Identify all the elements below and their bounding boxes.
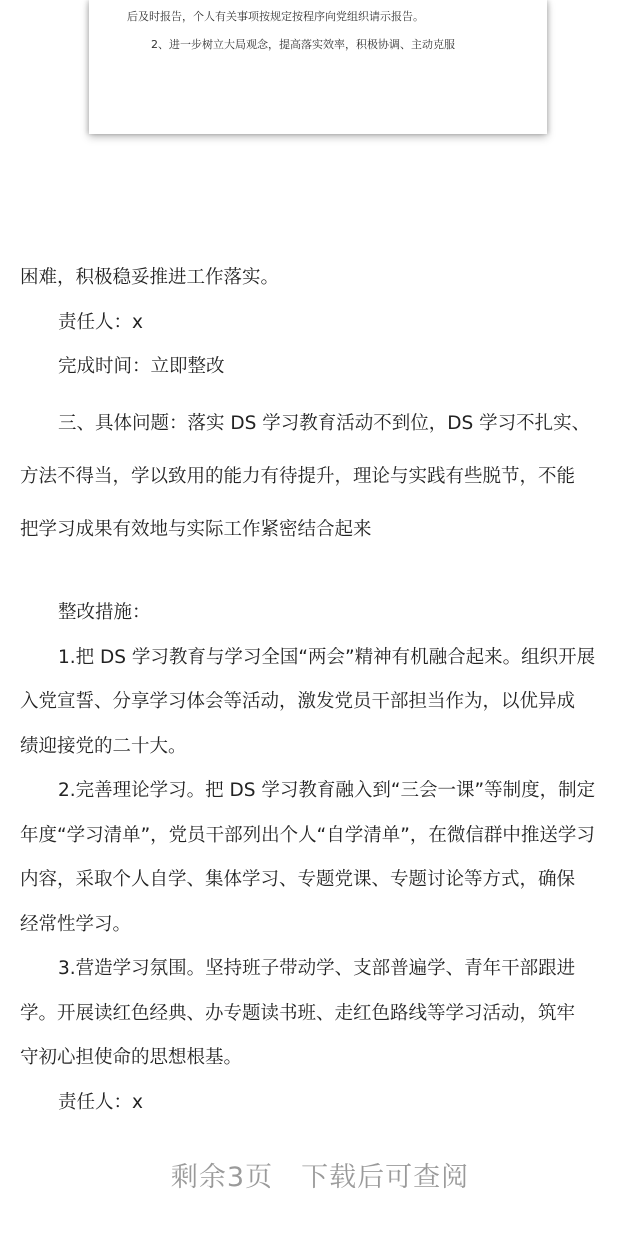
read-more-banner[interactable] <box>0 1155 640 1194</box>
paragraph-line: 困难，积极稳妥推进工作落实。 <box>20 267 280 288</box>
paragraph-line: 守初心担使命的思想根基。 <box>20 1047 243 1068</box>
download-hint-label: 下载后可查阅 <box>301 1162 470 1193</box>
paragraph-line: 绩迎接党的二十大。 <box>20 736 187 757</box>
paragraph-line: 方法不得当，学以致用的能力有待提升，理论与实践有些脱节，不能 <box>20 466 576 487</box>
paragraph-line: 2.完善理论学习。把 DS 学习教育融入到“三会一课”等制度，制定 <box>58 780 596 801</box>
paragraph-line: 学。开展读红色经典、办专题读书班、走红色路线等学习活动，筑牢 <box>20 1003 576 1024</box>
preview-text-line: 后及时报告，个人有关事项按规定按程序向党组织请示报告。 <box>127 10 424 23</box>
responsible-person: 责任人：x <box>58 1092 143 1113</box>
paragraph-line: 内容，采取个人自学、集体学习、专题党课、专题讨论等方式，确保 <box>20 869 576 890</box>
completion-time: 完成时间：立即整改 <box>58 356 225 377</box>
remaining-pages-label: 剩余3页 <box>170 1162 274 1193</box>
measures-heading: 整改措施： <box>58 602 151 623</box>
responsible-person: 责任人：x <box>58 312 143 333</box>
paragraph-line: 入党宣誓、分享学习体会等活动，激发党员干部担当作为，以优异成 <box>20 691 576 712</box>
paragraph-line: 1.把 DS 学习教育与学习全国“两会”精神有机融合起来。组织开展 <box>58 647 596 668</box>
paragraph-line: 经常性学习。 <box>20 914 132 935</box>
document-page-preview <box>89 0 547 134</box>
paragraph-line: 3.营造学习氛围。坚持班子带动学、支部普遍学、青年干部跟进 <box>58 958 576 979</box>
paragraph-line: 年度“学习清单”，党员干部列出个人“自学清单”，在微信群中推送学习 <box>20 825 595 846</box>
problem-heading: 三、具体问题：落实 DS 学习教育活动不到位，DS 学习不扎实、 <box>58 413 591 434</box>
preview-text-line: 2、进一步树立大局观念，提高落实效率，积极协调、主动克服 <box>151 38 455 51</box>
paragraph-line: 把学习成果有效地与实际工作紧密结合起来 <box>20 519 372 540</box>
